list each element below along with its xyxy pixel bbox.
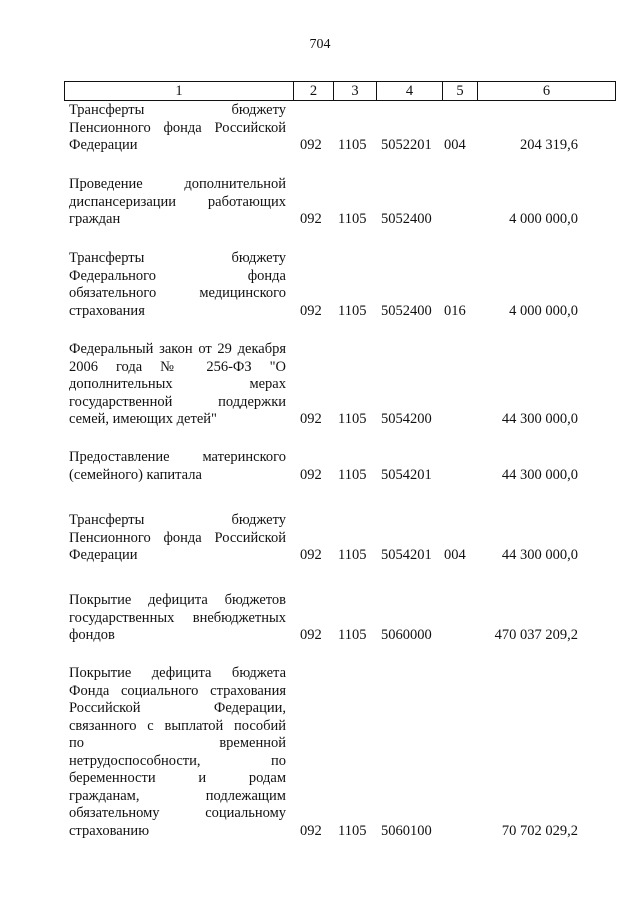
- cell-c3: 1105: [338, 547, 367, 563]
- description-line: беременности и родам: [69, 770, 286, 786]
- row-description: [69, 449, 286, 484]
- cell-c2: 092: [300, 302, 322, 319]
- description-line: государственной поддержки: [69, 393, 286, 410]
- cell-c6: 4 000 000,0: [509, 302, 578, 319]
- cell-c6: 44 300 000,0: [501, 547, 578, 563]
- cell-c5: 004: [444, 137, 466, 153]
- cell-c4: 5054201: [381, 466, 432, 483]
- cell-c3: 1105: [338, 627, 367, 643]
- description-line: гражданам, подлежащим: [69, 787, 286, 804]
- description-line: дополнительных мерах: [69, 376, 286, 392]
- description-line: (семейного) капитала: [69, 466, 202, 483]
- cell-c2: 092: [300, 211, 322, 227]
- cell-c4: 5052400: [381, 211, 432, 227]
- description-line: Покрытие дефицита бюджета: [69, 665, 286, 681]
- row-description: [69, 176, 286, 229]
- cell-c4: 5060000: [381, 627, 432, 643]
- cell-c6: 44 300 000,0: [501, 411, 578, 427]
- cell-c6: 70 702 029,2: [501, 822, 578, 839]
- cell-c2: 092: [300, 466, 322, 483]
- description-line: связанного с выплатой пособий: [69, 717, 286, 734]
- description-line: Проведение дополнительной: [69, 176, 286, 192]
- description-line: Предоставление материнского: [69, 449, 286, 465]
- cell-c3: 1105: [338, 211, 367, 227]
- page-number: 704: [309, 37, 331, 52]
- header-col-6: 6: [477, 82, 615, 100]
- cell-c3: 1105: [338, 411, 367, 427]
- description-line: Трансферты бюджету: [69, 512, 286, 528]
- cell-c4: 5052400: [381, 302, 432, 319]
- cell-c2: 092: [300, 547, 322, 563]
- cell-c5: 004: [444, 547, 466, 563]
- description-line: фондов: [69, 627, 115, 643]
- cell-c3: 1105: [338, 822, 367, 839]
- cell-c3: 1105: [338, 302, 367, 319]
- description-line: Федерального фонда: [69, 267, 286, 284]
- description-line: семей, имеющих детей": [69, 411, 217, 427]
- cell-c5: 016: [444, 302, 466, 319]
- description-line: обязательного медицинского: [69, 285, 286, 301]
- cell-c4: 5054201: [381, 547, 432, 563]
- description-line: Пенсионного фонда Российской: [69, 119, 286, 136]
- description-line: Пенсионного фонда Российской: [69, 529, 286, 546]
- description-line: Федерации: [69, 547, 138, 563]
- cell-c3: 1105: [338, 466, 367, 483]
- header-col-1: 1: [175, 83, 183, 99]
- header-col-4: 4: [376, 82, 442, 100]
- description-line: страхованию: [69, 822, 150, 839]
- cell-c4: 5052201: [381, 137, 432, 153]
- description-line: Российской Федерации,: [69, 700, 286, 716]
- description-line: государственных внебюджетных: [69, 609, 286, 626]
- header-col-5: 5: [442, 82, 477, 100]
- description-line: Трансферты бюджету: [69, 250, 286, 266]
- description-line: Федерации: [69, 137, 138, 153]
- cell-c6: 4 000 000,0: [509, 211, 578, 227]
- cell-c4: 5060100: [381, 822, 432, 839]
- row-description: [69, 512, 286, 565]
- cell-c2: 092: [300, 627, 322, 643]
- row-description: [69, 341, 286, 429]
- description-line: Федеральный закон от 29 декабря: [69, 341, 286, 357]
- description-line: обязательному социальному: [69, 805, 286, 821]
- row-description: [69, 250, 286, 320]
- table-header: [64, 81, 616, 101]
- cell-c3: 1105: [338, 137, 367, 153]
- cell-c6: 470 037 209,2: [494, 627, 578, 643]
- description-line: диспансеризации работающих: [69, 193, 286, 210]
- description-line: нетрудоспособности, по: [69, 752, 286, 769]
- cell-c2: 092: [300, 411, 322, 427]
- cell-c2: 092: [300, 137, 322, 153]
- description-line: страхования: [69, 302, 145, 319]
- header-col-2: 2: [293, 82, 333, 100]
- header-col-3: 3: [333, 82, 376, 100]
- cell-c6: 204 319,6: [520, 137, 578, 153]
- cell-c4: 5054200: [381, 411, 432, 427]
- cell-c2: 092: [300, 822, 322, 839]
- cell-c6: 44 300 000,0: [501, 466, 578, 483]
- description-line: Фонда социального страхования: [69, 682, 286, 699]
- description-line: Трансферты бюджету: [69, 102, 286, 118]
- row-description: [69, 102, 286, 155]
- description-line: граждан: [69, 211, 121, 227]
- description-line: 2006 года № 256-ФЗ "О: [69, 358, 286, 375]
- description-line: по временной: [69, 735, 286, 751]
- row-description: [69, 665, 286, 840]
- row-description: [69, 592, 286, 645]
- description-line: Покрытие дефицита бюджетов: [69, 592, 286, 608]
